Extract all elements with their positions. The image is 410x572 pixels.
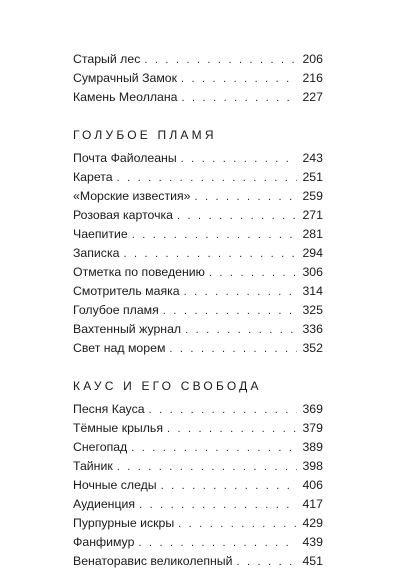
- dot-leader: [117, 169, 297, 188]
- toc-entry-page: 259: [302, 189, 323, 203]
- toc-entry-title: Карета: [73, 170, 113, 184]
- toc-entry-title: Смотритель маяка: [73, 284, 180, 298]
- dot-leader: [184, 283, 297, 302]
- dot-leader: [209, 264, 297, 283]
- toc-entry[interactable]: [73, 457, 323, 476]
- dot-leader: [131, 439, 297, 458]
- toc-entry[interactable]: [73, 149, 323, 168]
- toc-entry[interactable]: [73, 438, 323, 457]
- dot-leader: [177, 207, 297, 226]
- toc-entry-title: Песня Кауса: [73, 402, 145, 416]
- dot-leader: [182, 89, 297, 108]
- toc-entry-page: 216: [302, 71, 323, 85]
- dot-leader: [138, 534, 297, 553]
- toc-entry-title: Снегопад: [73, 440, 128, 454]
- toc-entry[interactable]: [73, 400, 323, 419]
- toc-entry-title: Ночные следы: [73, 478, 157, 492]
- dot-leader: [181, 70, 297, 89]
- toc-entry-title: «Морские известия»: [73, 189, 191, 203]
- toc-entry-title: Тёмные крылья: [73, 421, 163, 435]
- toc-entry-page: 325: [302, 303, 323, 317]
- toc-entry[interactable]: [73, 263, 323, 282]
- toc-entry-title: Венаторавис великолепный: [73, 554, 233, 568]
- toc-entry-title: Камень Меоллана: [73, 90, 178, 104]
- toc-entry-page: 336: [302, 322, 323, 336]
- toc-entry-title: Чаепитие: [73, 227, 128, 241]
- toc-entry-page: 398: [302, 459, 323, 473]
- toc-entry[interactable]: [73, 476, 323, 495]
- toc-entry-title: Старый лес: [73, 52, 141, 66]
- dot-leader: [194, 188, 297, 207]
- toc-entry-title: Розовая карточка: [73, 208, 174, 222]
- toc-entry[interactable]: [73, 301, 323, 320]
- toc-entry[interactable]: [73, 495, 323, 514]
- toc-entry-page: 243: [302, 151, 323, 165]
- toc-entry-title: Записка: [73, 246, 120, 260]
- dot-leader: [169, 340, 297, 359]
- table-of-contents: [73, 50, 323, 571]
- toc-entry[interactable]: [73, 225, 323, 244]
- toc-entry-page: 306: [302, 265, 323, 279]
- toc-entry[interactable]: [73, 50, 323, 69]
- toc-entry-page: 281: [302, 227, 323, 241]
- toc-entry-page: 251: [302, 170, 323, 184]
- toc-entry-title: Почта Файолеаны: [73, 151, 177, 165]
- toc-entry-page: 352: [302, 341, 323, 355]
- toc-entry-page: 451: [302, 554, 323, 568]
- dot-leader: [181, 150, 297, 169]
- dot-leader: [132, 226, 297, 245]
- toc-section-continuation: [73, 50, 323, 107]
- toc-entry[interactable]: [73, 206, 323, 225]
- toc-entry[interactable]: [73, 282, 323, 301]
- toc-entry-page: 271: [302, 208, 323, 222]
- dot-leader: [185, 321, 297, 340]
- toc-entry-title: Тайник: [73, 459, 113, 473]
- toc-section-kaus: [73, 376, 323, 571]
- section-heading: ГОЛУБОЕ ПЛАМЯ: [73, 128, 217, 142]
- toc-entry[interactable]: [73, 552, 323, 571]
- dot-leader: [167, 420, 297, 439]
- toc-entry[interactable]: [73, 69, 323, 88]
- toc-entry-title: Фанфимур: [73, 535, 135, 549]
- toc-entry-page: 314: [302, 284, 323, 298]
- section-heading: КАУС И ЕГО СВОБОДА: [73, 379, 262, 393]
- dot-leader: [123, 245, 297, 264]
- toc-entry-page: 227: [302, 90, 323, 104]
- dot-leader: [139, 496, 297, 515]
- toc-entry[interactable]: [73, 320, 323, 339]
- dot-leader: [161, 477, 297, 496]
- dot-leader: [163, 302, 297, 321]
- toc-entry-page: 294: [302, 246, 323, 260]
- toc-entry-page: 417: [302, 497, 323, 511]
- toc-entry[interactable]: [73, 514, 323, 533]
- toc-entry[interactable]: [73, 168, 323, 187]
- toc-entry-title: Пурпурные искры: [73, 516, 175, 530]
- toc-entry[interactable]: [73, 339, 323, 358]
- dot-leader: [144, 51, 297, 70]
- toc-entry[interactable]: [73, 244, 323, 263]
- dot-leader: [237, 553, 297, 572]
- dot-leader: [178, 515, 297, 534]
- toc-section-blue-flame: [73, 125, 323, 358]
- toc-entry-page: 429: [302, 516, 323, 530]
- toc-entry[interactable]: [73, 533, 323, 552]
- toc-entry[interactable]: [73, 88, 323, 107]
- dot-leader: [149, 401, 297, 420]
- toc-entry-page: 406: [302, 478, 323, 492]
- toc-entry-title: Свет над морем: [73, 341, 166, 355]
- toc-entry-title: Вахтенный журнал: [73, 322, 182, 336]
- toc-entry-page: 439: [302, 535, 323, 549]
- toc-entry[interactable]: [73, 187, 323, 206]
- toc-entry-page: 379: [302, 421, 323, 435]
- toc-entry-title: Сумрачный Замок: [73, 71, 178, 85]
- toc-entry-title: Аудиенция: [73, 497, 136, 511]
- toc-entry-title: Голубое пламя: [73, 303, 159, 317]
- toc-entry-page: 206: [302, 52, 323, 66]
- toc-entry-title: Отметка по поведению: [73, 265, 205, 279]
- toc-entry-page: 389: [302, 440, 323, 454]
- toc-entry-page: 369: [302, 402, 323, 416]
- toc-entry[interactable]: [73, 419, 323, 438]
- dot-leader: [117, 458, 297, 477]
